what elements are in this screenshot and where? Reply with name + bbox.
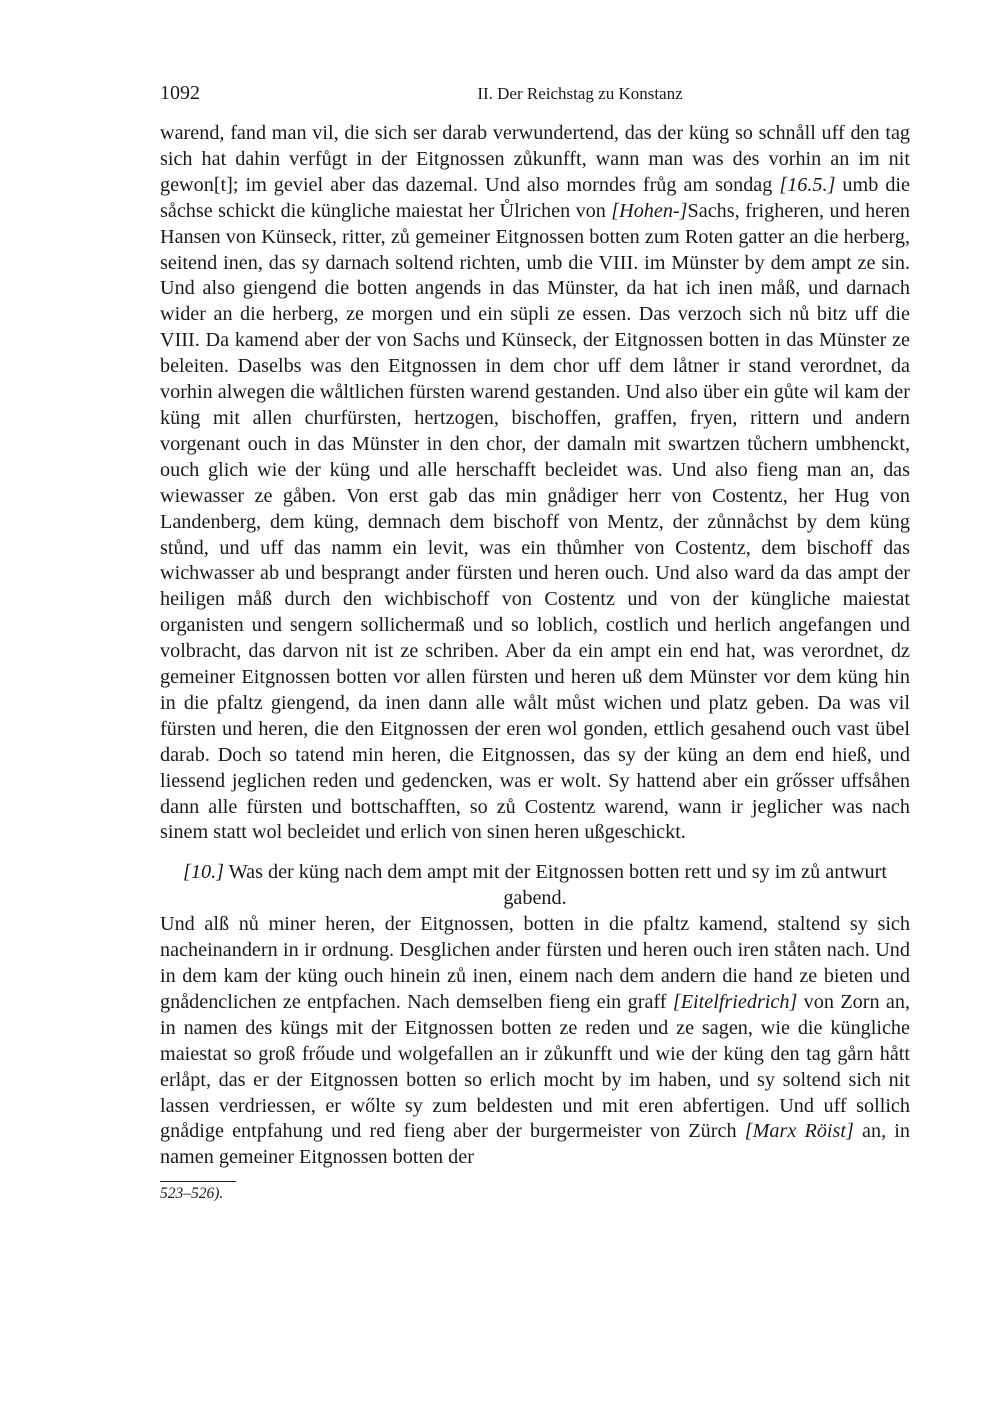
para2-text-1: Und alß nů miner heren, der Eitgnossen, botten in die pfaltz kamend, staltend sy sich nacheinandern in ir ordnung. Desglichen ander fürsten und heren ouch iren ståten nach. Und in dem kam der küng ouch hinein zů inen, einem nach dem andern die hand ze bieten und gnådenclichen ze entpfachen. Nach demselben fieng ein graff xyxy=(160,913,910,1013)
footnote-rule xyxy=(160,1181,236,1182)
section-heading xyxy=(160,860,910,912)
editorial-insertion: [Hohen-] xyxy=(611,199,688,222)
para1-text-2: umb die såchse schickt die küngliche maiestat her Ůlrichen von xyxy=(160,173,910,222)
body-paragraph-1 xyxy=(160,121,910,846)
page-header xyxy=(160,80,910,106)
section-heading-text: Was der küng nach dem ampt mit der Eitgnossen botten rett und sy im zů antwurt gabend. xyxy=(224,861,887,910)
para1-text-3: Sachs, frigheren, und heren Hansen von Künseck, ritter, zů gemeiner Eitgnossen botten zum Roten gatter an die herberg, seitend inen, das sy darnach soltend richten, umb die VIII. im Münster by dem ampt ze sin. Und also giengend die botten angends in das Münster, da hat ich inen måß, und darnach wider an die herberg, ze morgen und ein süpli ze essen. Das verzoch sich nů bitz uff die VIII. Da kamend aber der von Sachs und Künseck, der Eitgnossen botten in das Münster ze beleiten. Daselbs was den Eitgnossen in dem chor uff dem låtner ir stand verordnet, da vorhin alwegen die wåltlichen fürsten warend gestanden. Und also über ein gůte wil kam der küng mit allen churfürsten, hertzogen, bischoffen, graffen, fryen, rittern und andern vorgenant ouch in das Münster in den chor, der damaln mit swartzen tůchern umbhenckt, ouch glich wie der küng und alle herschafft becleidet was. Und also fieng man an, das wiewasser ze gåben. Von erst gab das min gnådiger herr von Costentz, her Hug von Landenberg, dem küng, demnach dem bischoff von Mentz, der zůnnåchst by dem küng stůnd, und uff das namm ein levit, was ein thůmher von Costentz, dem bischoff das wichwasser ab und besprangt ander fürsten und heren ouch. Und also ward da das ampt der heiligen måß durch den wichbischoff von Costentz und von der küngliche maiestat organisten und sengern sollichermaß und so loblich, costlich und herlich angefangen und volbracht, das darvon nit ist ze schriben. Aber da ein ampt ein end hat, was verordnet, dz gemeiner Eitgnossen botten vor allen fürsten und heren uß dem Münster vor dem küng hin in die pfaltz giengend, da inen dann alle wålt můst wichen und platz geben. Da was vil fürsten und heren, die den Eitgnossen der eren wol gonden, ettlich gesahend ouch vast übel darab. Doch so tatend min heren, die Eitgnossen, das sy der küng an dem end hieß, und liessend jeglichen reden und gedencken, was er wolt. Sy hattend aber ein grősser uffsåhen dann alle fürsten und bottschafften, so zů Costentz warend, wann ir jeglicher was nach sinem statt wol becleidet und erlich von sinen heren ußgeschickt. xyxy=(160,199,911,844)
document-page xyxy=(160,80,910,1203)
footnote: 523–526). xyxy=(160,1185,224,1203)
body-paragraph-2 xyxy=(160,912,910,1171)
page-number: 1092 xyxy=(160,82,200,104)
editorial-name-2: [Marx Röist] xyxy=(744,1120,854,1143)
para2-text-2: von Zorn an, in namen des küngs mit der Eitgnossen botten ze reden und ze sagen, wie die küngliche maiestat so groß frőude und wolgefallen an ir zůkunfft und wie der küng den tag gårn hått erlåpt, das er der Eitgnossen botten so erlich mocht by im haben, und sy soltend sich nit lassen verdriessen, er wőlte sy zum beldesten und mit eren abfertigen. Und uff sollich gnådige entpfahung und red fieng aber der burgermeister von Zürch xyxy=(160,990,911,1143)
para1-text-1: warend, fand man vil, die sich ser darab verwundertend, das der küng so schnåll uff den tag sich hat dahin verfůgt in der Eitgnossen zůkunfft, wann man was des vorhin an im nit gewon[t]; im geviel aber das dazemal. Und also morndes frůg am sondag xyxy=(160,122,910,196)
para2-text-3: an, in namen gemeiner Eitgnossen botten der xyxy=(160,1120,911,1169)
running-title: II. Der Reichstag zu Konstanz xyxy=(477,84,683,103)
section-number: [10.] xyxy=(183,861,224,884)
editorial-name-1: [Eitelfriedrich] xyxy=(672,990,798,1013)
editorial-date: [16.5.] xyxy=(779,173,836,196)
